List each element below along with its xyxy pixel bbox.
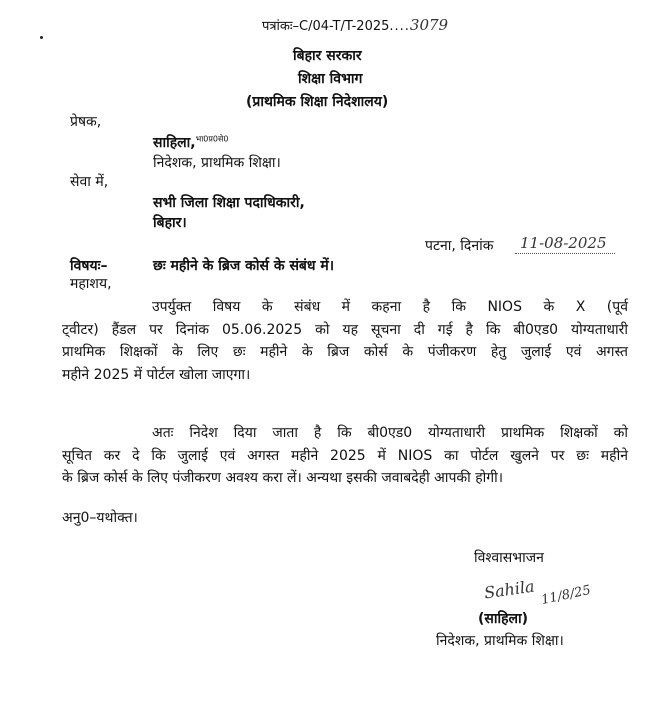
para1-line-1: उपर्युक्त विषय के संबंध में कहना है कि NIOS के X (पूर्व (152, 299, 628, 315)
yours-faithfully: विश्वासभाजन (474, 550, 544, 566)
para2-line-2: सूचित कर दे कि जुलाई एवं अगस्त महीने 2025 में NIOS का पोर्टल खुलने पर छः महीने (62, 447, 628, 464)
signatory-name: (साहिला) (478, 611, 529, 627)
para2-line-3: के ब्रिज कोर्स के लिए पंजीकरण अवश्य करा लें। अन्यथा इसकी जवाबदेही आपकी होगी। (62, 470, 504, 487)
handwritten-signature: Sahila (482, 576, 536, 603)
sender-name (153, 133, 229, 152)
body-paragraph-2 (62, 422, 628, 490)
salutation: महाशय, (70, 276, 112, 292)
recipient-line-2: बिहार। (153, 215, 187, 231)
scan-dot (40, 36, 43, 39)
reference-label: पत्रांकः–C/04-T/T-2025 (262, 19, 390, 34)
recipient-label: सेवा में, (70, 174, 109, 190)
date-handwritten-value: 11-08-2025 (520, 234, 607, 252)
sender-designation: निदेशक, प्राथमिक शिक्षा। (153, 155, 281, 171)
recipient-line-1: सभी जिला शिक्षा पदाधिकारी, (153, 195, 305, 211)
enclosure-note: अनु0–यथोक्त। (62, 510, 138, 526)
para1-line-2: ट्वीटर) हैंडल पर दिनांक 05.06.2025 को यह सूचना दी गई है कि बी0एड0 योग्यताधारी (62, 321, 628, 338)
para2-line-1: अतः निदेश दिया जाता है कि बी0एड0 योग्यताधारी प्राथमिक शिक्षकों को (152, 425, 628, 441)
para1-line-3: प्राथमिक शिक्षकों के लिए छः महीने के ब्रिज कोर्स के पंजीकरण हेतु जुलाई एवं अगस्त (62, 344, 628, 361)
sender-name-text: साहिला, (153, 135, 196, 151)
subject-label: विषयः– (70, 258, 108, 274)
date-dotted-line (515, 253, 615, 254)
date-label: पटना, दिनांक (425, 238, 494, 254)
government-title: बिहार सरकार (293, 48, 362, 64)
para1-line-4: महीने 2025 में पोर्टल खोला जाएगा। (62, 366, 251, 383)
sender-service-suffix: भा0प्र0से0 (195, 134, 229, 144)
signature-date: 11/8/25 (539, 582, 593, 609)
department-title: शिक्षा विभाग (298, 71, 363, 87)
reference-number-line: पत्रांकः–C/04-T/T-2025....3079 (262, 16, 449, 34)
sender-label: प्रेषक, (70, 114, 102, 130)
reference-handwritten-number: 3079 (409, 16, 449, 34)
subject-text: छः महीने के ब्रिज कोर्स के संबंध में। (153, 258, 335, 274)
directorate-title: (प्राथमिक शिक्षा निदेशालय) (246, 94, 389, 110)
signatory-designation: निदेशक, प्राथमिक शिक्षा। (436, 633, 564, 649)
body-paragraph-1 (62, 296, 628, 386)
